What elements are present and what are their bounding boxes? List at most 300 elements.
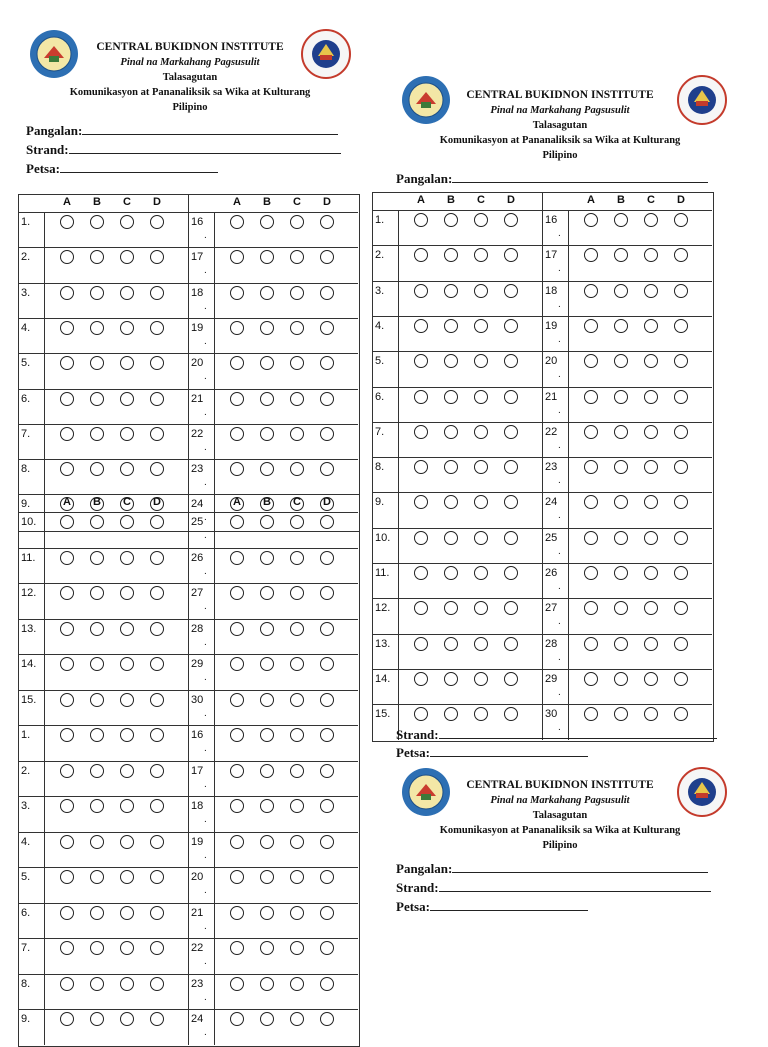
field-input-strand[interactable] [439,726,717,739]
bubble-d[interactable] [674,672,688,686]
bubble-d[interactable] [320,215,334,229]
bubble-b[interactable] [90,799,104,813]
bubble-c[interactable] [644,390,658,404]
bubble-a[interactable] [584,637,598,651]
bubble-b[interactable] [260,941,274,955]
bubble-d[interactable] [504,460,518,474]
bubble-d[interactable] [320,941,334,955]
bubble-c[interactable] [120,427,134,441]
bubble-b[interactable] [444,566,458,580]
subject-line1: Komunikasyon at Pananaliksik sa Wika at Kulturang [439,135,681,146]
bubble-a[interactable] [230,870,244,884]
bubble-a[interactable] [414,425,428,439]
bubble-b[interactable] [260,427,274,441]
bubble-a[interactable] [60,764,74,778]
bubble-a[interactable] [414,637,428,651]
bubble-a[interactable] [584,531,598,545]
bubble-c[interactable] [290,427,304,441]
bubble-c[interactable] [290,693,304,707]
bubble-d[interactable] [674,425,688,439]
row-line [18,832,188,833]
item-number-dot: . [558,545,561,557]
bubble-d[interactable] [320,551,334,565]
bubble-b[interactable] [614,531,628,545]
bubble-b[interactable] [444,284,458,298]
bubble-b[interactable] [90,657,104,671]
row-line [18,353,188,354]
bubble-b[interactable] [90,586,104,600]
bubble-b[interactable] [260,515,274,529]
bubble-b[interactable] [260,870,274,884]
field-label-date: Petsa: [396,899,430,914]
bubble-c[interactable] [120,286,134,300]
bubble-b[interactable] [260,215,274,229]
bubble-d[interactable] [150,764,164,778]
bubble-d[interactable] [504,425,518,439]
bubble-d[interactable] [674,637,688,651]
field-input-strand[interactable] [439,879,711,892]
item-number-dot: . [558,369,561,381]
choice-header-b: B [617,194,625,206]
bubble-d[interactable] [504,531,518,545]
bubble-b[interactable] [90,321,104,335]
bubble-b[interactable] [90,728,104,742]
bubble-d[interactable] [150,551,164,565]
bubble-b[interactable] [444,390,458,404]
bubble-b[interactable] [260,728,274,742]
bubble-a[interactable] [230,906,244,920]
bubble-d[interactable] [150,462,164,476]
bubble-b[interactable] [614,390,628,404]
bubble-a[interactable] [60,835,74,849]
bubble-c[interactable] [290,462,304,476]
bubble-c[interactable] [120,941,134,955]
bubble-a[interactable] [584,213,598,227]
row-line [372,316,542,317]
bubble-d[interactable] [674,213,688,227]
bubble-c[interactable] [120,321,134,335]
bubble-b[interactable] [260,551,274,565]
field-input-name[interactable] [452,170,708,183]
field-input-strand[interactable] [69,141,341,154]
bubble-a[interactable] [584,319,598,333]
bubble-c[interactable] [120,586,134,600]
row-line [188,318,358,319]
bubble-c[interactable] [644,672,658,686]
bubble-c[interactable] [474,531,488,545]
bubble-c[interactable] [474,637,488,651]
subject-line2: Pilipino [172,102,208,113]
bubble-d[interactable] [150,870,164,884]
bubble-d[interactable] [674,284,688,298]
sheet-header [20,40,360,115]
bubble-d[interactable] [150,657,164,671]
bubble-a[interactable] [414,284,428,298]
bubble-c[interactable] [474,460,488,474]
choice-header-a: A [587,194,595,206]
bubble-c[interactable] [290,622,304,636]
bubble-c[interactable] [120,977,134,991]
bubble-d[interactable] [150,728,164,742]
row-line [18,796,188,797]
bubble-c[interactable] [474,284,488,298]
row-line [188,796,358,797]
bubble-a[interactable] [584,284,598,298]
item-number: 5. [21,871,31,883]
bubble-a[interactable] [60,657,74,671]
bubble-d[interactable] [504,672,518,686]
bubble-c[interactable] [120,622,134,636]
bubble-c[interactable] [120,515,134,529]
bubble-a[interactable] [60,586,74,600]
bubble-c[interactable] [644,566,658,580]
bubble-c[interactable] [290,551,304,565]
bubble-b[interactable] [444,213,458,227]
bubble-b[interactable] [614,566,628,580]
bubble-a[interactable] [230,835,244,849]
item-number: 9. [21,1013,31,1025]
bubble-b[interactable] [260,462,274,476]
bubble-d[interactable] [504,213,518,227]
number-column-divider [44,212,45,530]
bubble-b[interactable] [90,286,104,300]
bubble-c[interactable] [290,764,304,778]
bubble-b[interactable] [614,460,628,474]
bubble-b[interactable] [90,906,104,920]
bubble-d[interactable] [150,286,164,300]
bubble-b[interactable] [90,764,104,778]
bubble-d[interactable] [150,693,164,707]
bubble-a[interactable] [414,531,428,545]
bubble-a[interactable] [60,977,74,991]
bubble-a[interactable] [414,213,428,227]
bubble-c[interactable] [474,566,488,580]
bubble-a[interactable] [60,215,74,229]
bubble-a[interactable] [584,566,598,580]
field-input-date[interactable] [60,160,218,173]
bubble-c[interactable] [290,286,304,300]
field-date [26,160,218,177]
bubble-c[interactable] [120,799,134,813]
bubble-d[interactable] [320,764,334,778]
bubble-b[interactable] [614,637,628,651]
bubble-c[interactable] [290,586,304,600]
bubble-d[interactable] [504,566,518,580]
bubble-a[interactable] [584,672,598,686]
bubble-a[interactable] [60,551,74,565]
choice-header-d: D [153,196,161,208]
bubble-a[interactable] [60,693,74,707]
bubble-d[interactable] [674,460,688,474]
row-line [542,634,712,635]
item-number: 22 [545,425,558,438]
bubble-b[interactable] [444,637,458,651]
bubble-b[interactable] [260,799,274,813]
bubble-c[interactable] [474,390,488,404]
bubble-b[interactable] [444,672,458,686]
bubble-c[interactable] [474,213,488,227]
bubble-b[interactable] [444,425,458,439]
item-number: 1. [21,729,31,741]
bubble-d[interactable] [320,321,334,335]
field-input-name[interactable] [82,122,338,135]
bubble-b[interactable] [90,835,104,849]
field-input-name[interactable] [452,860,708,873]
bubble-a[interactable] [414,672,428,686]
bubble-b[interactable] [444,531,458,545]
bubble-c[interactable] [290,657,304,671]
bubble-c[interactable] [120,906,134,920]
bubble-c[interactable] [644,425,658,439]
number-column-divider [214,212,215,530]
bubble-a[interactable] [414,390,428,404]
bubble-b[interactable] [90,870,104,884]
bubble-a[interactable] [584,460,598,474]
subject-line1: Komunikasyon at Pananaliksik sa Wika at Kulturang [439,825,681,836]
bubble-a[interactable] [230,657,244,671]
bubble-a[interactable] [230,728,244,742]
school: CENTRAL BUKIDNON INSTITUTE [96,41,284,53]
bubble-c[interactable] [290,977,304,991]
bubble-a[interactable] [230,622,244,636]
item-number-dot: . [204,814,207,825]
bubble-d[interactable] [320,870,334,884]
bubble-b[interactable] [614,213,628,227]
bubble-d[interactable] [674,566,688,580]
item-number-dot: . [558,722,561,734]
field-input-date[interactable] [430,744,588,757]
bubble-d[interactable] [504,319,518,333]
bubble-d[interactable] [320,427,334,441]
bubble-d[interactable] [320,622,334,636]
bubble-c[interactable] [644,460,658,474]
bubble-d[interactable] [674,319,688,333]
bubble-a[interactable] [414,460,428,474]
choice-header-d: D [507,194,515,206]
bubble-a[interactable] [230,764,244,778]
bubble-d[interactable] [504,637,518,651]
bubble-d[interactable] [150,941,164,955]
bubble-c[interactable] [120,693,134,707]
bubble-a[interactable] [230,799,244,813]
bubble-b[interactable] [260,764,274,778]
bubble-c[interactable] [120,657,134,671]
bubble-c[interactable] [644,213,658,227]
bubble-a[interactable] [230,977,244,991]
bubble-c[interactable] [120,392,134,406]
bubble-b[interactable] [260,321,274,335]
bubble-a[interactable] [414,566,428,580]
bubble-a[interactable] [60,515,74,529]
bubble-a[interactable] [230,462,244,476]
number-column-divider [44,512,45,1045]
bubble-b[interactable] [90,693,104,707]
bubble-a[interactable] [60,427,74,441]
item-number: 11. [375,567,390,579]
bubble-d[interactable] [320,906,334,920]
bubble-b[interactable] [444,460,458,474]
bubble-b[interactable] [260,622,274,636]
bubble-a[interactable] [60,941,74,955]
bubble-c[interactable] [120,870,134,884]
bubble-b[interactable] [90,622,104,636]
bubble-c[interactable] [290,835,304,849]
bubble-a[interactable] [230,941,244,955]
bubble-d[interactable] [150,215,164,229]
bubble-a[interactable] [60,799,74,813]
bubble-c[interactable] [474,672,488,686]
bubble-d[interactable] [320,657,334,671]
bubble-c[interactable] [290,515,304,529]
bubble-d[interactable] [320,799,334,813]
bubble-c[interactable] [474,319,488,333]
row-line [188,690,358,691]
bubble-b[interactable] [90,977,104,991]
bubble-d[interactable] [320,586,334,600]
bubble-d[interactable] [320,835,334,849]
bubble-c[interactable] [290,799,304,813]
bubble-d[interactable] [320,286,334,300]
exam: Pinal na Markahang Pagsusulit [490,795,630,806]
row-line [542,457,712,458]
bubble-d[interactable] [504,390,518,404]
bubble-b[interactable] [614,319,628,333]
bubble-c[interactable] [120,835,134,849]
bubble-a[interactable] [584,390,598,404]
bubble-d[interactable] [320,693,334,707]
subject-line2: Pilipino [542,150,578,161]
bubble-d[interactable] [150,427,164,441]
bubble-a[interactable] [60,286,74,300]
bubble-b[interactable] [260,286,274,300]
bubble-d[interactable] [150,799,164,813]
bubble-d[interactable] [150,321,164,335]
row-line [372,387,542,388]
bubble-a[interactable] [60,321,74,335]
row-line [372,281,542,282]
bubble-d[interactable] [674,531,688,545]
bubble-a[interactable] [230,693,244,707]
item-number: 8. [21,463,31,476]
field-input-date[interactable] [430,898,588,911]
bubble-d[interactable] [150,835,164,849]
bubble-d[interactable] [150,586,164,600]
bubble-c[interactable] [474,425,488,439]
bubble-c[interactable] [120,764,134,778]
bubble-c[interactable] [290,392,304,406]
bubble-c[interactable] [290,321,304,335]
bubble-b[interactable] [260,693,274,707]
row-line [372,528,542,529]
bubble-c[interactable] [644,531,658,545]
bubble-b[interactable] [614,425,628,439]
bubble-b[interactable] [260,906,274,920]
row-line [372,351,542,352]
item-number: 18 [191,800,204,812]
bubble-a[interactable] [60,392,74,406]
bubble-b[interactable] [90,515,104,529]
bubble-c[interactable] [120,728,134,742]
bubble-c[interactable] [644,319,658,333]
bubble-c[interactable] [290,906,304,920]
bubble-c[interactable] [290,941,304,955]
bubble-d[interactable] [674,390,688,404]
bubble-c[interactable] [644,284,658,298]
bubble-b[interactable] [260,835,274,849]
bubble-b[interactable] [90,462,104,476]
bubble-d[interactable] [320,728,334,742]
bubble-b[interactable] [90,392,104,406]
item-number-dot: . [558,333,561,345]
bubble-c[interactable] [290,728,304,742]
item-number-dot: . [558,510,561,522]
bubble-a[interactable] [60,728,74,742]
bubble-c[interactable] [290,870,304,884]
item-number: 2. [21,251,31,264]
bubble-c[interactable] [644,637,658,651]
row-line [18,867,188,868]
bubble-b[interactable] [260,657,274,671]
row-line [188,583,358,584]
bubble-d[interactable] [150,515,164,529]
bubble-a[interactable] [230,286,244,300]
row-line [18,583,188,584]
bubble-d[interactable] [150,906,164,920]
bubble-a[interactable] [230,427,244,441]
bubble-b[interactable] [90,941,104,955]
row-line [18,1009,188,1010]
bubble-d[interactable] [320,515,334,529]
bubble-c[interactable] [120,215,134,229]
bubble-a[interactable] [230,551,244,565]
bubble-c[interactable] [290,215,304,229]
item-number: 15. [375,708,391,721]
bubble-d[interactable] [320,392,334,406]
bubble-a[interactable] [230,515,244,529]
bubble-a[interactable] [230,321,244,335]
bubble-a[interactable] [584,425,598,439]
bubble-b[interactable] [614,284,628,298]
bubble-b[interactable] [90,551,104,565]
bubble-b[interactable] [614,672,628,686]
bubble-a[interactable] [60,462,74,476]
bubble-d[interactable] [150,977,164,991]
item-number: 23 [191,977,204,990]
bubble-d[interactable] [320,462,334,476]
bubble-d[interactable] [320,977,334,991]
bubble-a[interactable] [60,870,74,884]
bubble-b[interactable] [90,215,104,229]
bubble-c[interactable] [120,462,134,476]
bubble-b[interactable] [444,319,458,333]
bubble-a[interactable] [60,622,74,636]
bubble-b[interactable] [260,392,274,406]
item-number: 29 [191,658,204,670]
bubble-b[interactable] [90,427,104,441]
bubble-a[interactable] [60,906,74,920]
bubble-d[interactable] [150,392,164,406]
bubble-b[interactable] [260,977,274,991]
bubble-a[interactable] [414,319,428,333]
bubble-d[interactable] [150,622,164,636]
bubble-d[interactable] [504,284,518,298]
bubble-c[interactable] [120,551,134,565]
item-number-dot: . [204,300,207,312]
bubble-a[interactable] [230,392,244,406]
bubble-b[interactable] [260,586,274,600]
bubble-a[interactable] [230,586,244,600]
bubble-a[interactable] [230,215,244,229]
